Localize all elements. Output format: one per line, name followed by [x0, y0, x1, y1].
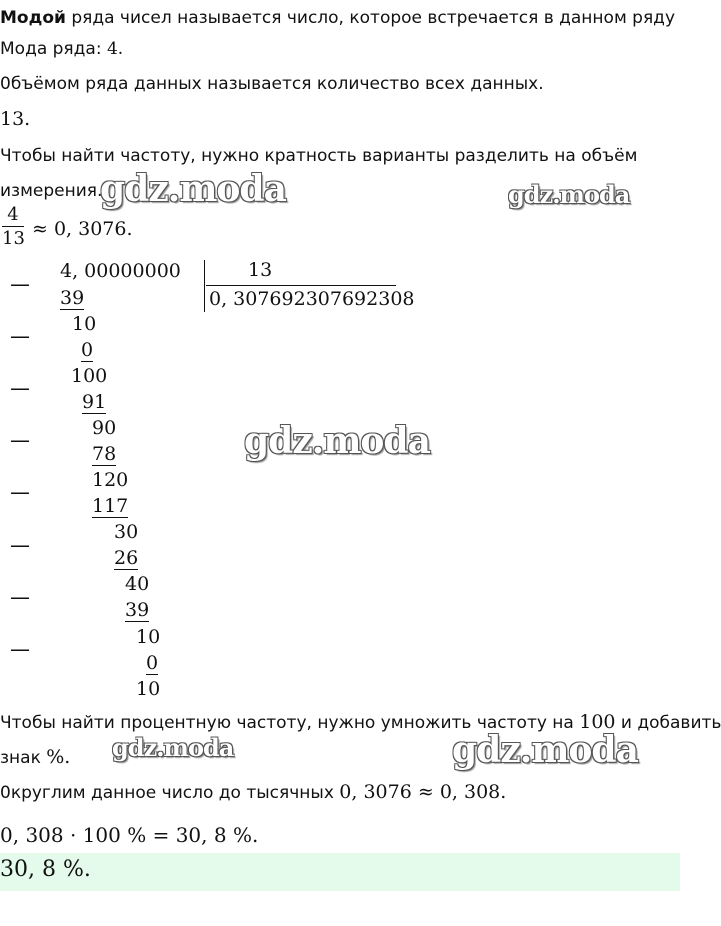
minus-sign: — [10, 637, 30, 661]
division-step: 91 [82, 391, 107, 413]
percent-rule-number: 100 [579, 711, 616, 733]
division-step: 40 [125, 573, 150, 595]
rounding-text: 0кругли​м данное число до тысячных [0, 783, 340, 803]
quotient: 0, 307692307692308 [209, 288, 415, 310]
mode-label: Мода ряда: [0, 39, 107, 59]
fraction-bar [2, 226, 24, 227]
percent-rule-rest: и добавить [615, 713, 721, 733]
division-step: 0 [81, 339, 94, 361]
rounding-line [0, 781, 506, 804]
divisor-line [206, 285, 396, 286]
division-step: 10 [136, 626, 161, 648]
term-mode: Модой [0, 8, 66, 28]
frequency-rule-line2: измерения. [0, 181, 103, 201]
answer-value: 30, 8 %. [0, 857, 91, 882]
fraction-numerator: 4 [7, 204, 19, 225]
watermark: gdz.moda [100, 168, 286, 210]
percent-sign: %. [46, 746, 71, 768]
division-step: 26 [114, 547, 139, 569]
watermark: gdz.moda [452, 729, 638, 771]
minus-sign: — [10, 533, 30, 557]
answer-box [0, 853, 680, 891]
percent-rule-line2 [0, 746, 70, 769]
dividend: 4, 00000000 [60, 260, 181, 282]
division-step: 10 [72, 313, 97, 335]
percent-rule-text: Чтобы найти процентную частоту, нужно умножить частоту на [0, 713, 580, 733]
definition-mode-text: ряда чисел называется число, которое встречается в данном ряду [65, 8, 675, 28]
divisor: 13 [248, 259, 273, 281]
division-step: 30 [114, 521, 139, 543]
rounding-math: 0, 3076 ≈ 0, 308. [339, 781, 507, 803]
definition-volume: 0бъёмом ряда данных называется количество всех данных. [0, 74, 544, 94]
mode-value: 4. [106, 39, 124, 59]
minus-sign: — [10, 480, 30, 504]
division-step: 117 [92, 495, 129, 517]
fraction [2, 204, 24, 249]
division-step: 10 [136, 678, 161, 700]
division-step: 120 [92, 469, 129, 491]
minus-sign: — [10, 376, 30, 400]
fraction-denominator: 13 [2, 228, 25, 249]
minus-sign: — [10, 272, 30, 296]
frequency-rule-line1: Чтобы найти частоту, нужно кратность варианты разделить на объём [0, 146, 638, 166]
watermark: gdz.moda [508, 180, 630, 209]
fraction-approx: ≈ 0, 3076. [32, 218, 133, 240]
division-step: 78 [92, 443, 117, 465]
division-bracket [204, 260, 205, 312]
watermark: gdz.moda [112, 733, 234, 762]
division-step: 39 [125, 599, 150, 621]
minus-sign: — [10, 324, 30, 348]
definition-mode [0, 7, 675, 29]
division-step: 100 [71, 365, 108, 387]
percent-rule-sign-text: знак [0, 748, 47, 768]
watermark: gdz.moda [244, 420, 430, 462]
mode-value-line [0, 38, 123, 60]
volume-value: 13. [0, 108, 31, 130]
division-step: 0 [146, 652, 159, 674]
calculation-line: 0, 308 · 100 % = 30, 8 %. [0, 823, 259, 847]
minus-sign: — [10, 585, 30, 609]
division-step: 39 [60, 287, 85, 309]
minus-sign: — [10, 428, 30, 452]
division-step: 90 [92, 417, 117, 439]
